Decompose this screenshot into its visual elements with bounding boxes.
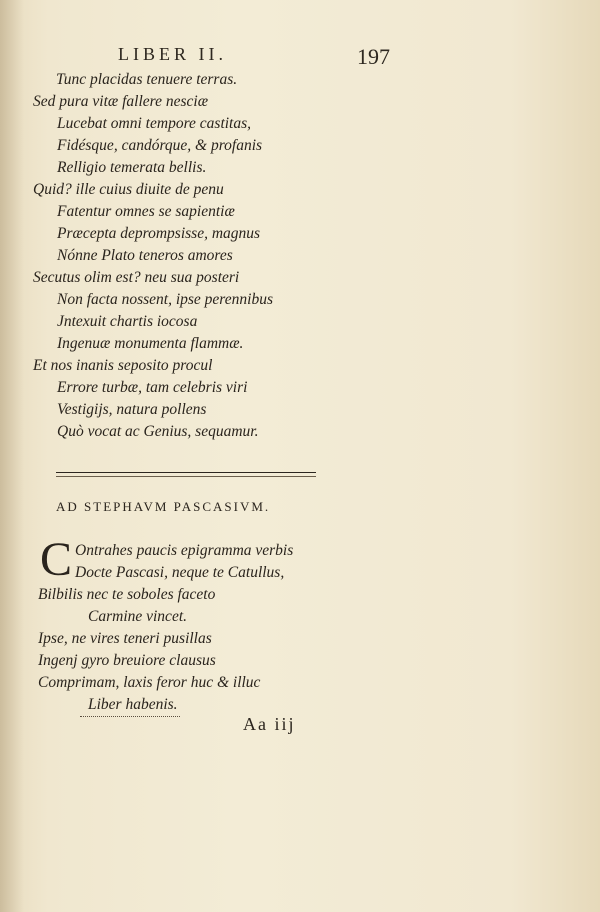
poem-line: Tunc placidas tenuere terras. — [56, 71, 238, 88]
epigram-line: Comprimam, laxis feror huc & illuc — [38, 674, 261, 691]
drop-cap: C — [40, 533, 73, 586]
epigram-line: Carmine vincet. — [88, 608, 188, 625]
poem-line: Relligio temerata bellis. — [57, 159, 207, 176]
poem-line: Ingenuæ monumenta flammæ. — [57, 335, 244, 352]
running-head: LIBER II. — [118, 44, 227, 64]
poem-line: Fidésque, candórque, & profanis — [57, 137, 263, 154]
poem-line: Quid? ille cuius diuite de penu — [33, 181, 224, 198]
poem-line: Jntexuit chartis iocosa — [57, 313, 198, 330]
signature-mark: Aa iij — [243, 714, 296, 734]
epigram-line: Ipse, ne vires teneri pusillas — [38, 630, 212, 647]
epigram-line: Ontrahes paucis epigramma verbis — [75, 542, 294, 559]
epigram-line: Ingenj gyro breuiore clausus — [38, 652, 216, 669]
poem-line: Lucebat omni tempore castitas, — [57, 115, 252, 132]
poem-line: Præcepta deprompsisse, magnus — [57, 225, 261, 242]
poem-line: Non facta nossent, ipse perennibus — [57, 291, 273, 308]
section-divider-thin — [56, 476, 316, 477]
poem-line: Fatentur omnes se sapientiæ — [57, 203, 235, 220]
closing-flourish — [80, 716, 180, 717]
poem-line: Et nos inanis seposito procul — [33, 357, 213, 374]
page-number: 197 — [357, 44, 390, 69]
poem-line: Errore turbæ, tam celebris viri — [57, 379, 248, 396]
poem-line: Secutus olim est? neu sua posteri — [33, 269, 240, 286]
epigram-line: Liber habenis. — [88, 696, 178, 713]
page-gutter-shadow — [0, 0, 24, 912]
epigram-line: Bilbilis nec te soboles faceto — [38, 586, 216, 603]
section-divider — [56, 472, 316, 473]
poem-line: Sed pura vitæ fallere nesciæ — [33, 93, 209, 110]
poem-line: Nónne Plato teneros amores — [57, 247, 233, 264]
poem-line: Quò vocat ac Genius, sequamur. — [57, 423, 259, 440]
section-title: AD STEPHAVM PASCASIVM. — [56, 499, 271, 514]
poem-line: Vestigijs, natura pollens — [57, 401, 207, 418]
epigram-line: Docte Pascasi, neque te Catullus, — [75, 564, 285, 581]
